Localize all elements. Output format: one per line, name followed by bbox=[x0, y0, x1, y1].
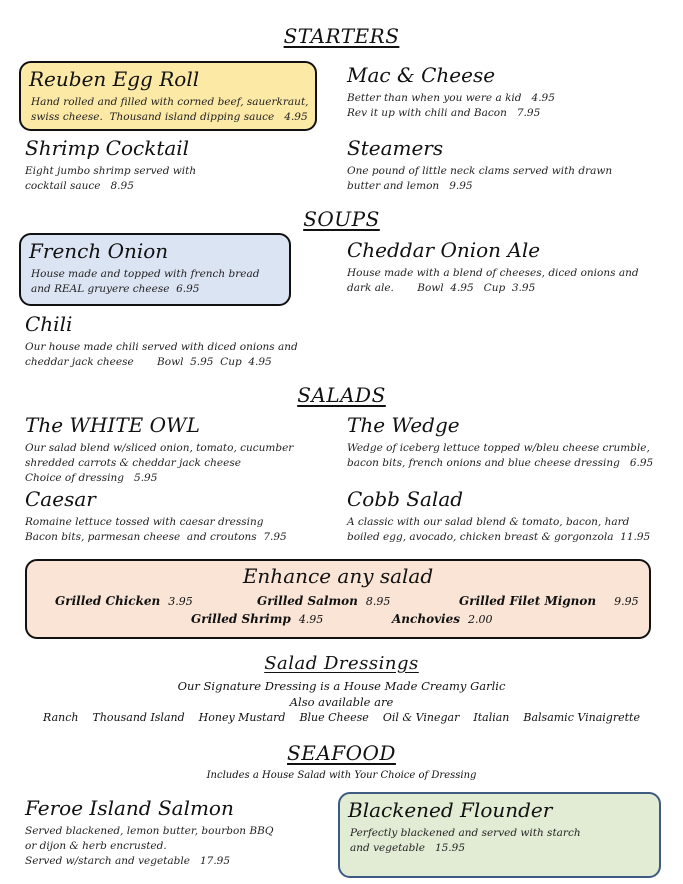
dressing-option: Oil & Vinegar bbox=[382, 711, 460, 724]
enhance-item-name: Grilled Filet Mignon bbox=[459, 594, 597, 608]
item-desc: Our salad blend w/sliced onion, tomato, cucumber shredded carrots & cheddar jack cheese Choice of dressing 5.95 bbox=[25, 442, 294, 484]
soups-heading: SOUPS bbox=[303, 207, 380, 231]
item-desc: Romaine lettuce tossed with caesar dressing Bacon bits, parmesan cheese and croutons 7.95 bbox=[25, 516, 287, 543]
seafood-heading: SEAFOOD bbox=[287, 741, 396, 765]
enhance-item-name: Grilled Shrimp bbox=[191, 612, 291, 626]
dressing-option: Italian bbox=[473, 711, 510, 724]
shrimp-cocktail-item bbox=[25, 136, 196, 194]
item-desc: One pound of little neck clams served with drawn butter and lemon 9.95 bbox=[347, 165, 613, 192]
also-available-text: Also available are bbox=[289, 695, 394, 709]
enhance-item-price: 3.95 bbox=[168, 595, 193, 608]
item-desc: Served blackened, lemon butter, bourbon BBQ or dijon & herb encrusted. Served w/starch and vegetable 17.95 bbox=[25, 825, 274, 867]
french-onion-card bbox=[19, 233, 291, 306]
dressing-option: Honey Mustard bbox=[198, 711, 286, 724]
salad-dressings-heading: Salad Dressings bbox=[264, 653, 419, 674]
caesar-item bbox=[25, 487, 287, 545]
the-wedge-item bbox=[347, 413, 653, 471]
enhance-item-price: 8.95 bbox=[365, 595, 391, 608]
enhance-item bbox=[257, 594, 390, 608]
seafood-subtitle: Includes a House Salad with Your Choice of Dressing bbox=[206, 770, 477, 781]
enhance-item bbox=[55, 594, 193, 608]
enhance-item-name: Anchovies bbox=[392, 612, 460, 626]
starters-heading: STARTERS bbox=[283, 24, 400, 48]
enhance-item-price: 9.95 bbox=[614, 595, 639, 608]
blackened-flounder-card bbox=[338, 792, 661, 878]
item-desc: Our house made chili served with diced onions and cheddar jack cheese Bowl 5.95 Cup 4.95 bbox=[25, 341, 298, 368]
feroe-island-salmon-item bbox=[25, 796, 273, 869]
dressing-list bbox=[0, 711, 683, 724]
item-desc: Better than when you were a kid 4.95 Rev it up with chili and Bacon 7.95 bbox=[347, 92, 555, 119]
enhance-item-name: Grilled Chicken bbox=[55, 594, 161, 608]
reuben-egg-roll-card bbox=[19, 61, 317, 131]
item-title: Steamers bbox=[347, 136, 444, 160]
item-title: Chili bbox=[25, 312, 73, 336]
enhance-item-price: 2.00 bbox=[468, 613, 493, 626]
mac-and-cheese-item bbox=[347, 63, 555, 121]
cobb-salad-item bbox=[347, 487, 650, 545]
item-desc: Perfectly blackened and served with starch and vegetable 15.95 bbox=[350, 827, 581, 854]
item-desc: Wedge of iceberg lettuce topped w/bleu cheese crumble, bacon bits, french onions and blue cheese dressing 6.95 bbox=[347, 442, 654, 469]
item-title: French Onion bbox=[29, 239, 169, 263]
item-desc: Eight jumbo shrimp served with cocktail sauce 8.95 bbox=[25, 165, 197, 192]
item-desc: A classic with our salad blend & tomato, bacon, hard boiled egg, avocado, chicken breast & gorgonzola 11.95 bbox=[347, 516, 651, 543]
item-desc: House made and topped with french bread and REAL gruyere cheese 6.95 bbox=[31, 268, 260, 295]
item-desc: House made with a blend of cheeses, diced onions and dark ale. Bowl 4.95 Cup 3.95 bbox=[347, 267, 639, 294]
item-title: Caesar bbox=[25, 487, 96, 511]
item-title: The Wedge bbox=[347, 413, 460, 437]
dressing-option: Blue Cheese bbox=[299, 711, 369, 724]
steamers-item bbox=[347, 136, 612, 194]
enhance-item-price: 4.95 bbox=[298, 613, 324, 626]
item-title: Shrimp Cocktail bbox=[25, 136, 190, 160]
item-title: Cobb Salad bbox=[347, 487, 464, 511]
item-title: Reuben Egg Roll bbox=[29, 67, 200, 91]
enhance-item bbox=[191, 612, 323, 626]
dressing-option: Thousand Island bbox=[92, 711, 185, 724]
enhance-item bbox=[392, 612, 493, 626]
item-title: Feroe Island Salmon bbox=[25, 796, 234, 820]
signature-dressing-text: Our Signature Dressing is a House Made Creamy Garlic bbox=[177, 679, 506, 693]
enhance-title: Enhance any salad bbox=[242, 564, 434, 588]
white-owl-item bbox=[25, 413, 293, 486]
enhance-item bbox=[459, 594, 639, 608]
item-desc: Hand rolled and filled with corned beef, sauerkraut, swiss cheese. Thousand island dipping sauce 4.95 bbox=[31, 96, 309, 123]
enhance-salad-card bbox=[25, 559, 651, 639]
cheddar-onion-ale-item bbox=[347, 238, 639, 296]
item-title: Blackened Flounder bbox=[348, 798, 553, 822]
item-title: The WHITE OWL bbox=[25, 413, 200, 437]
chili-item bbox=[25, 312, 298, 370]
item-title: Cheddar Onion Ale bbox=[347, 238, 541, 262]
enhance-item-name: Grilled Salmon bbox=[257, 594, 358, 608]
item-title: Mac & Cheese bbox=[347, 63, 496, 87]
salads-heading: SALADS bbox=[297, 383, 386, 407]
dressing-option: Ranch bbox=[43, 711, 79, 724]
dressing-option: Balsamic Vinaigrette bbox=[523, 711, 640, 724]
